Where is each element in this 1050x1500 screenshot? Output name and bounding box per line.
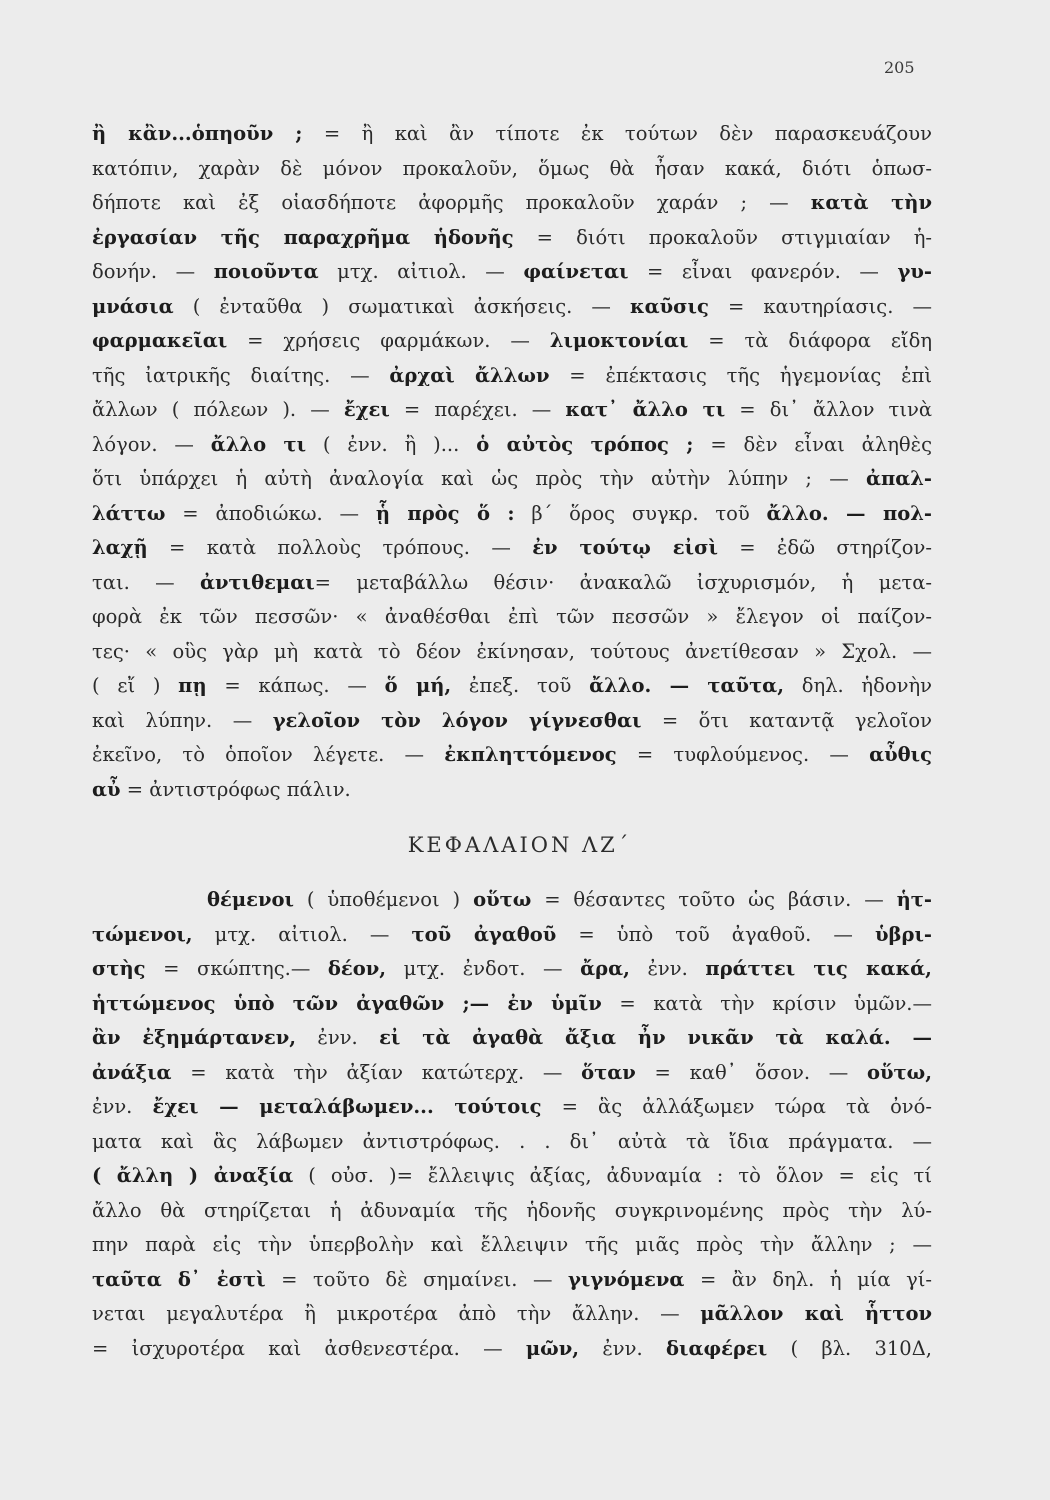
bold-lemma: ἔχει — μεταλάβωμεν... τούτοις [152, 1095, 542, 1118]
commentary-section-after [92, 883, 932, 1366]
text-line [92, 883, 932, 918]
text-line [92, 1056, 932, 1091]
bold-lemma: ἀνάξια [92, 1060, 172, 1084]
text-line [92, 497, 932, 532]
bold-lemma: ἀντιθεμαι [199, 570, 315, 594]
gloss-text: ὅτι ὑπάρχει ἡ αὐτὴ ἀναλογία καὶ ὡς πρὸς τὴν αὐτὴν λύπην ; — [92, 467, 866, 490]
bold-lemma: ἐκπληττόμενος [444, 743, 617, 766]
bold-lemma: πράττει τις κακά, [705, 957, 932, 980]
bold-lemma: ὅταν [581, 1060, 636, 1084]
bold-lemma: ἡττώμενος ὑπὸ τῶν ἀγαθῶν ;— ἐν ὑμῖν [92, 991, 602, 1015]
text-line [92, 738, 932, 773]
commentary-section-before [92, 117, 932, 807]
bold-lemma: θέμενοι [207, 888, 294, 911]
text-line [92, 987, 932, 1022]
gloss-text: = ὑπὸ τοῦ ἀγαθοῦ. — [556, 922, 875, 946]
gloss-text: ἐκεῖνο, τὸ ὁποῖον λέγετε. — [92, 743, 445, 766]
bold-lemma: ἂν ἐξημάρτανεν, [92, 1026, 297, 1049]
text-line [92, 428, 932, 463]
bold-lemma: δέον, [327, 957, 387, 980]
text-line [92, 1332, 932, 1367]
page-number: 205 [884, 58, 915, 77]
bold-lemma: κατ᾽ ἄλλο τι [565, 398, 726, 421]
bold-lemma: ἐργασίαν τῆς παραχρῆμα ἡδονῆς [92, 225, 514, 249]
gloss-text: = τοῦτο δὲ σημαίνει. — [265, 1267, 569, 1291]
bold-lemma: γελοῖον τὸν λόγον γίγνεσθαι [272, 708, 642, 732]
text-line [92, 531, 932, 566]
gloss-text: λόγον. — [92, 432, 211, 456]
gloss-text: πην παρὰ εἰς τὴν ὑπερβολὴν καὶ ἔλλειψιν τῆς μιᾶς πρὸς τὴν ἄλλην ; — [92, 1233, 932, 1256]
text-line [92, 255, 932, 290]
text-line [92, 600, 932, 635]
gloss-text: δήποτε καὶ ἐξ οἱασδήποτε ἀφορμῆς προκαλοῦν χαράν ; — [92, 191, 811, 214]
gloss-text: μτχ. αἰτιολ. — [318, 260, 524, 283]
bold-lemma: ποιοῦντα [213, 260, 319, 283]
bold-lemma: τώμενοι, [92, 922, 193, 946]
text-line [92, 152, 932, 187]
gloss-text: ἐνν. [296, 1026, 380, 1049]
gloss-text: μτχ. ἐνδοτ. — [386, 957, 581, 980]
text-line [92, 117, 932, 152]
bold-lemma: οὕτω [473, 888, 532, 911]
gloss-text: = τὰ διάφορα εἴδη [688, 329, 933, 352]
gloss-text: = ὅτι καταντᾷ γελοῖον [641, 708, 932, 732]
bold-lemma: λαχῇ [92, 536, 148, 559]
gloss-text: κατόπιν, χαρὰν δὲ μόνον προκαλοῦν, ὅμως θὰ ἦσαν κακά, διότι ὁπωσ- [92, 156, 932, 180]
bold-lemma: τοῦ ἀγαθοῦ [411, 922, 557, 946]
gloss-text: δονήν. — [92, 260, 214, 283]
bold-lemma: ἄλλο τι [210, 432, 307, 456]
bold-lemma: γυ- [897, 260, 932, 283]
gloss-text: = ἃς ἀλλάξωμεν τώρα τὰ ὀνό- [541, 1095, 932, 1118]
gloss-text: = εἶναι φανερόν. — [628, 260, 898, 283]
gloss-text: τες· « οὓς γὰρ μὴ κατὰ τὸ δέον ἐκίνησαν, τούτους ἀνετίθεσαν » Σχολ. — [92, 639, 932, 663]
gloss-text: ( οὐσ. )= ἔλλειψις ἀξίας, ἀδυναμία : τὸ ὅλον = εἰς τί [293, 1164, 932, 1187]
bold-lemma: ὑβρι- [875, 922, 932, 946]
text-line [92, 952, 932, 987]
gloss-text: = μεταβάλλω θέσιν· ἀνακαλῶ ἰσχυρισμόν, ἡ μετα- [314, 570, 932, 594]
gloss-text: = κάπως. — [206, 674, 385, 697]
gloss-text: = ἢ καὶ ἂν τίποτε ἐκ τούτων δὲν παρασκευάζουν [302, 122, 932, 145]
bold-lemma: ( ἄλλη ) ἀναξία [92, 1164, 294, 1187]
gloss-text: ἐνν. [92, 1095, 153, 1118]
gloss-text: = ἂν δηλ. ἡ μία γί- [684, 1267, 932, 1291]
gloss-text: ( ἐνν. ἢ )... [306, 432, 477, 456]
gloss-text: φορὰ ἐκ τῶν πεσσῶν· « ἀναθέσθαι ἐπὶ τῶν πεσσῶν » ἔλεγον οἱ παίζον- [92, 605, 932, 628]
text-line [92, 704, 932, 739]
gloss-text: ( εἴ ) [92, 674, 179, 697]
text-line [92, 1263, 932, 1298]
gloss-text: = ἐπέκτασις τῆς ἡγεμονίας ἐπὶ [549, 363, 933, 387]
gloss-text: = καυτηρίασις. — [708, 294, 932, 318]
bold-lemma: ἄλλο. — ταῦτα, [589, 674, 784, 697]
bold-lemma: φαίνεται [523, 260, 629, 283]
text-line [92, 1297, 932, 1332]
gloss-text: ( ἐνταῦθα ) σωματικαὶ ἀσκήσεις. — [173, 294, 631, 318]
gloss-text: = χρήσεις φαρμάκων. — [227, 329, 550, 352]
bold-lemma: εἰ τὰ ἀγαθὰ ἄξια ἦν νικᾶν τὰ καλά. — [379, 1026, 932, 1049]
bold-lemma: μᾶλλον καὶ ἧττον [700, 1302, 932, 1325]
text-line [92, 669, 932, 704]
bold-lemma: ἔχει [343, 398, 390, 421]
page-text [92, 117, 932, 1366]
bold-lemma: πῃ [178, 674, 207, 697]
text-line [92, 359, 932, 394]
gloss-text: ματα καὶ ἃς λάβωμεν ἀντιστρόφως. . . δι᾽ αὐτὰ τὰ ἴδια πράγματα. — [92, 1129, 932, 1153]
bold-lemma: αὖ [92, 777, 121, 801]
bold-lemma: ἡτ- [896, 888, 933, 911]
text-line [92, 1125, 932, 1160]
bold-lemma: οὕτω, [866, 1060, 932, 1084]
gloss-text: ( ὑποθέμενοι ) [293, 888, 474, 911]
gloss-text: καὶ λύπην. — [92, 708, 273, 732]
bold-lemma: λάττω [92, 501, 166, 525]
text-line [92, 918, 932, 953]
gloss-text: ἐπεξ. τοῦ [451, 674, 590, 697]
text-line [92, 290, 932, 325]
gloss-text: = τυφλούμενος. — [616, 743, 870, 766]
bold-lemma: ὁ αὐτὸς τρόπος ; [476, 432, 694, 456]
text-line [92, 324, 932, 359]
text-line [92, 566, 932, 601]
text-line [92, 1228, 932, 1263]
bold-lemma: στὴς [92, 957, 146, 980]
gloss-text: = κατὰ τὴν ἀξίαν κατώτερχ. — [171, 1060, 582, 1084]
gloss-text: μτχ. αἰτιολ. — [192, 922, 412, 946]
gloss-text: ( βλ. 310Δ, [767, 1336, 932, 1360]
gloss-text: ἐνν. [579, 1336, 666, 1360]
gloss-text: = παρέχει. — [389, 398, 566, 421]
gloss-text: = ἀντιστρόφως πάλιν. [120, 777, 351, 801]
bold-lemma: αὖθις [869, 743, 932, 766]
gloss-text: ται. — [92, 570, 200, 594]
bold-lemma: ἄρα, [580, 957, 630, 980]
bold-lemma: ταῦτα δ᾽ ἐστὶ [92, 1267, 266, 1291]
gloss-text: = ἰσχυροτέρα καὶ ἀσθενεστέρα. — [92, 1336, 526, 1360]
text-line [92, 773, 932, 808]
gloss-text: = διότι προκαλοῦν στιγμιαίαν ἡ- [513, 225, 932, 249]
text-line [92, 1194, 932, 1229]
gloss-text: = δὲν εἶναι ἀληθὲς [693, 432, 933, 456]
bold-lemma: ἀπαλ- [865, 467, 932, 490]
gloss-text: = σκώπτης.— [145, 957, 328, 980]
bold-lemma: ἀρχαὶ ἄλλων [389, 363, 550, 387]
bold-lemma: καῦσις [630, 294, 709, 318]
gloss-text: = δι᾽ ἄλλον τινὰ [725, 398, 933, 421]
gloss-text: δηλ. ἡδονὴν [783, 674, 932, 697]
gloss-text: ἄλλων ( πόλεων ). — [92, 398, 344, 421]
text-line [92, 186, 932, 221]
gloss-text: τῆς ἰατρικῆς διαίτης. — [92, 363, 390, 387]
text-line [92, 635, 932, 670]
gloss-text: = κατὰ τὴν κρίσιν ὑμῶν.— [601, 991, 932, 1015]
gloss-text: ἐνν. [629, 957, 706, 980]
bold-lemma: ἐν τούτῳ εἰσὶ [532, 536, 718, 559]
text-line [92, 462, 932, 497]
bold-lemma: μνάσια [92, 294, 174, 318]
gloss-text: = θέσαντες τοῦτο ὡς βάσιν. — [531, 888, 897, 911]
text-line [92, 1159, 932, 1194]
gloss-text: = κατὰ πολλοὺς τρόπους. — [147, 536, 533, 559]
gloss-text: ἄλλο θὰ στηρίζεται ἡ ἀδυναμία τῆς ἡδονῆς συγκρινομένης πρὸς τὴν λύ- [92, 1198, 932, 1222]
bold-lemma: κατὰ τὴν [810, 191, 932, 214]
text-line [92, 221, 932, 256]
gloss-text: = καθ᾽ ὅσον. — [635, 1060, 867, 1084]
bold-lemma: ἢ κἂν...ὁπηοῦν ; [92, 122, 303, 145]
gloss-text: β΄ ὅρος συγκρ. τοῦ [514, 501, 767, 525]
bold-lemma: ᾗ πρὸς ὅ : [375, 501, 515, 525]
gloss-text: = ἀποδιώκω. — [165, 501, 376, 525]
gloss-text: = ἐδῶ στηρίζον- [717, 536, 932, 559]
bold-lemma: φαρμακεῖαι [92, 329, 228, 352]
bold-lemma: λιμοκτονίαι [549, 329, 689, 352]
chapter-title: ΚΕΦΑΛΑΙΟΝ ΛΖ΄ [407, 833, 632, 857]
gloss-text: νεται μεγαλυτέρα ἢ μικροτέρα ἀπὸ τὴν ἄλλην. — [92, 1302, 701, 1325]
bold-lemma: μῶν, [525, 1336, 580, 1360]
bold-lemma: διαφέρει [666, 1336, 768, 1360]
bold-lemma: γιγνόμενα [568, 1267, 685, 1291]
text-line [92, 1090, 932, 1125]
bold-lemma: ὅ μή, [384, 674, 452, 697]
text-line [92, 1021, 932, 1056]
bold-lemma: ἄλλο. — πολ- [766, 501, 932, 525]
text-line [92, 393, 932, 428]
